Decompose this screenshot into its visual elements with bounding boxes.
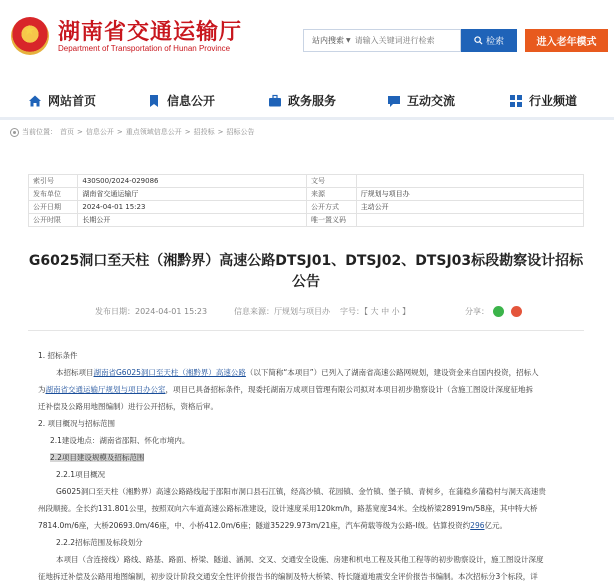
national-emblem-icon: ★ (11, 17, 49, 55)
section-heading: 1. 招标条件 (38, 351, 78, 360)
code-value (356, 214, 583, 227)
office-link[interactable]: 湖南省交通运输厅规划与项目办公室 (45, 385, 166, 394)
search-button[interactable] (461, 29, 517, 52)
site-subtitle: Department of Transportation of Hunan Province (58, 44, 231, 53)
pub-date-label: 公开日期 (29, 201, 78, 214)
chevron-down-icon: ▼ (346, 37, 351, 44)
doc-no-value (356, 175, 583, 188)
period-label: 公开时限 (29, 214, 78, 227)
nav-item-industry[interactable] (509, 92, 577, 109)
breadcrumb-link[interactable]: 招标公告 (226, 128, 255, 136)
font-size-control[interactable]: 字号：【 大 中 小 】 (340, 307, 411, 316)
investment-link[interactable]: 296 (470, 521, 485, 530)
nav-item-home[interactable] (28, 92, 96, 109)
breadcrumb-prefix: 当前位置： (22, 128, 57, 136)
table-row (29, 188, 584, 201)
chat-icon (387, 94, 401, 108)
source-label: 来源 (306, 188, 356, 201)
paragraph: 迁补偿及公路用地图编制）进行公开招标，资格后审。 (38, 402, 218, 411)
breadcrumb-separator: > (184, 128, 191, 136)
nav-label: 政务服务 (288, 94, 337, 108)
main-nav (0, 82, 614, 120)
pub-date-value: 2024-04-01 15:23 (78, 201, 307, 214)
grid-icon (509, 94, 523, 108)
bookmark-icon (147, 94, 161, 108)
search-scope-select[interactable] (304, 35, 355, 46)
doc-no-label: 文号 (306, 175, 356, 188)
table-row (29, 201, 584, 214)
breadcrumb-link[interactable]: 信息公开 (85, 128, 114, 136)
nav-label: 信息公开 (167, 94, 216, 108)
share-label: 分享： (465, 307, 489, 316)
info-source: 信息来源：厅规划与项目办 (234, 307, 330, 316)
breadcrumb-link[interactable]: 重点领域信息公开 (125, 128, 182, 136)
nav-item-info[interactable] (147, 92, 215, 109)
source-value: 厅规划与项目办 (356, 188, 583, 201)
paragraph: 2.1建设地点：湖南省邵阳、怀化市境内。 (50, 436, 190, 445)
weibo-share-icon[interactable] (511, 306, 522, 317)
paragraph (38, 381, 578, 398)
method-label: 公开方式 (306, 201, 356, 214)
breadcrumb-separator: > (116, 128, 123, 136)
publisher-label: 发布单位 (29, 188, 78, 201)
text: 7814.0m/6座，大桥20693.0m/46座，中、小桥412.0m/6座；隧道35229.973m/21座，汽车荷载等级为公路-I级。估算投资约 (38, 521, 471, 530)
home-icon (28, 94, 42, 108)
site-title[interactable]: 湖南省交通运输厅 (58, 20, 243, 45)
breadcrumb-link[interactable]: 首页 (60, 128, 74, 136)
period-value: 长期公开 (78, 214, 307, 227)
method-value: 主动公开 (356, 201, 583, 214)
highlighted-text: 2.2项目建设规模及招标范围 (50, 453, 145, 462)
page-title: G6025洞口至天柱（湘黔界）高速公路DTSJ01、DTSJ02、DTSJ03标段勘察设计招标公告 (28, 253, 584, 290)
paragraph (38, 449, 578, 466)
wechat-share-icon[interactable] (493, 306, 504, 317)
briefcase-icon (268, 94, 282, 108)
search-button-label: 检索 (485, 37, 504, 47)
index-no-label: 索引号 (29, 175, 78, 188)
code-label: 唯一置义码 (306, 214, 356, 227)
document-info-table (28, 174, 584, 227)
paragraph (38, 517, 578, 534)
nav-label: 行业频道 (529, 94, 578, 108)
search-scope-label: 站内搜索 (312, 36, 344, 45)
subsection-heading: 2.2.2招标范围及标段划分 (56, 538, 143, 547)
text: ，项目已具备招标条件，现委托湖南万成项目管理有限公司拟对本项目初步勘察设计（含施工图设计深度征地拆 (165, 385, 533, 394)
paragraph: 本项目（含连接线）路线、路基、路面、桥梁、隧道、涵洞、交叉、交通安全设施、房建和机电工程及其他工程等的初步勘察设计，施工图设计深度 (56, 555, 544, 564)
paragraph: 州段顺接。全长约131.801公里，按照双向六车道高速公路标准建设，设计速度采用120km/h，路基宽度34米。全线桥梁28919m/58座，其中特大桥 (38, 504, 538, 513)
search-box (303, 29, 461, 52)
search-input[interactable] (355, 36, 450, 45)
article-content (38, 347, 578, 585)
nav-label: 网站首页 (48, 94, 97, 108)
site-header (0, 0, 614, 80)
breadcrumb-separator: > (77, 128, 83, 136)
text: 为 (38, 385, 46, 394)
paragraph (38, 364, 578, 381)
location-icon (10, 128, 19, 137)
divider (28, 330, 584, 331)
paragraph: 征地拆迁补偿及公路用地图编制，初步设计阶段交通安全性评价报告书的编制及特大桥梁、特长隧道地震安全评价报告书编制。本次招标分3个标段，详 (38, 572, 538, 581)
text: （以下简称“本项目”）已列入了湖南省高速公路网规划，建设资金来自国内投资，招标人 (245, 368, 539, 377)
nav-label: 互动交流 (407, 94, 456, 108)
section-heading: 2. 项目概况与招标范围 (38, 419, 116, 428)
index-no-value: 430S00/2024-029086 (78, 175, 307, 188)
publish-time: 发布日期：2024-04-01 15:23 (95, 307, 208, 316)
table-row (29, 214, 584, 227)
breadcrumb-link[interactable]: 招投标 (193, 128, 215, 136)
paragraph: G6025洞口至天柱（湘黔界）高速公路路线起于邵阳市洞口县石江镇，经高沙镇、花园镇、金竹镇、堡子镇、青树乡，在蒲稳乡蒲稳村与洞天高速贵 (56, 487, 546, 496)
search-icon (474, 36, 483, 45)
elder-mode-button[interactable]: 进入老年模式 (525, 29, 608, 52)
text: 亿元。 (484, 521, 507, 530)
text: 本招标项目 (56, 368, 94, 377)
project-link[interactable]: 湖南省G6025洞口至天柱（湘黔界）高速公路 (93, 368, 246, 377)
breadcrumb (10, 127, 255, 137)
nav-item-services[interactable] (268, 92, 336, 109)
breadcrumb-separator: > (217, 128, 224, 136)
nav-item-interaction[interactable] (387, 92, 455, 109)
publisher-value: 湖南省交通运输厅 (78, 188, 307, 201)
subsection-heading: 2.2.1项目概况 (56, 470, 106, 479)
table-row (29, 175, 584, 188)
